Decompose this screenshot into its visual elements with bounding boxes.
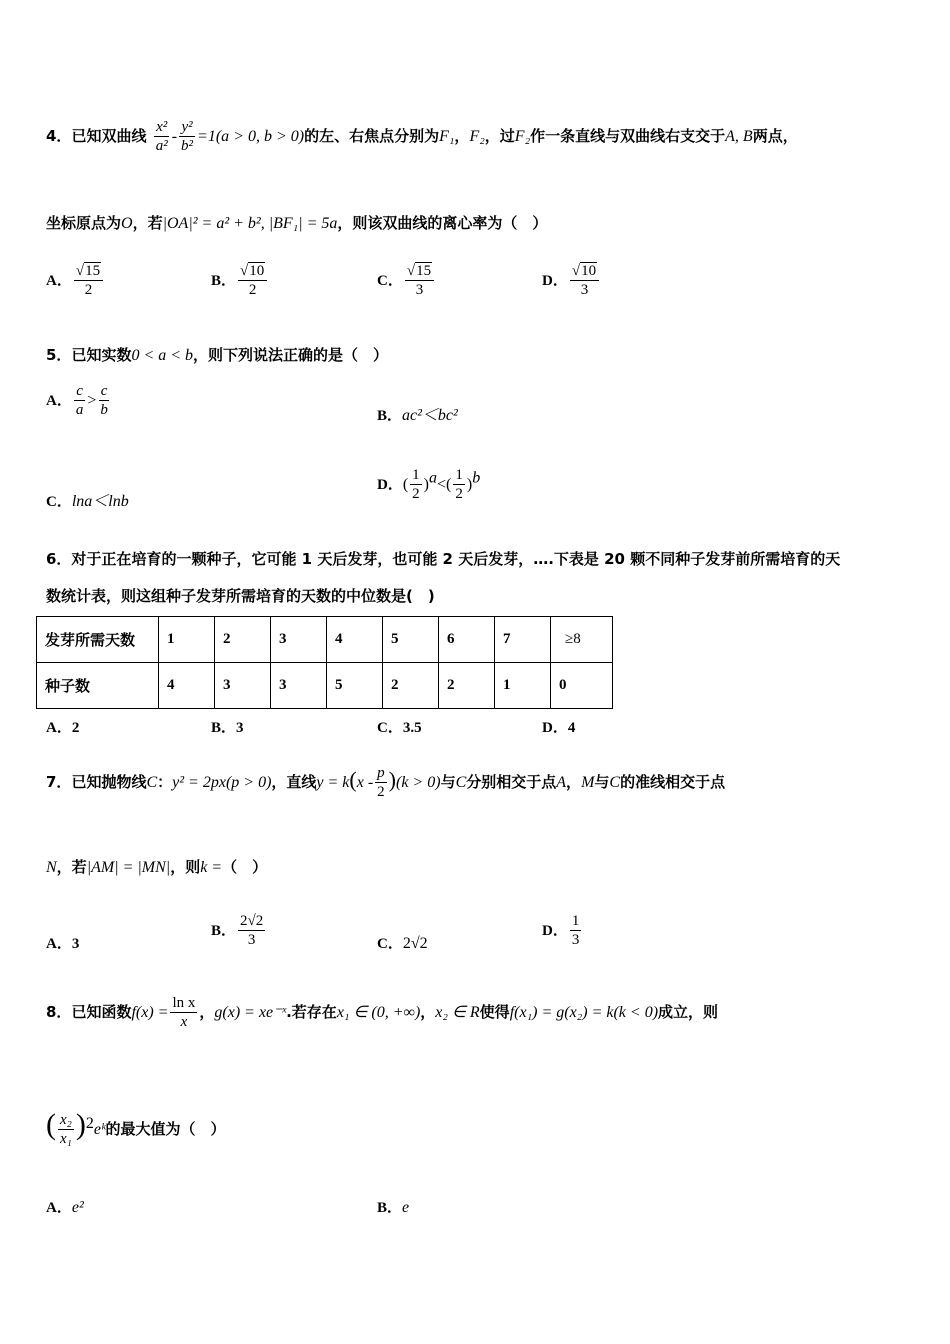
q4-frac-y: $\frac{\text{y²}}{\text{b²}}$	[181, 119, 194, 154]
q4-O: O	[121, 215, 133, 232]
q8-line1: 8．已知函数f(x) = $\frac{\text{ln x}}{x}$ ，g(x) = xe⁻ˣ.若存在x₁ ∈ (0, +∞)，x₂ ∈ R使得f(x₁) = g(x₂) = k(k < 0)成立，则	[46, 995, 719, 1030]
table-cell: 7	[495, 617, 551, 663]
q4-option-c[interactable]: C． $\frac{√15}{3}$	[377, 262, 436, 299]
table-cell: ≥8	[551, 617, 613, 663]
table-row	[37, 663, 613, 709]
q5-option-d[interactable]: D．( $\frac{1}{2}$ )$^a$<( $\frac{1}{2}$ )$^b$	[377, 467, 481, 502]
table-cell: 2	[439, 663, 495, 709]
q7-line1: 7．已知抛物线C：y² = 2px(p > 0)，直线y = k(x - $\frac{p}{2}$ )(k > 0)与C分别相交于点A，M与C的准线相交于点	[46, 765, 726, 800]
q8-equation: f(x₁) = g(x₂) = k(k < 0)	[509, 1004, 659, 1021]
q8-g-def: g(x) = xe⁻ˣ	[214, 1004, 287, 1021]
q4-number: 4．	[46, 127, 72, 145]
q4-line2: 坐标原点为O，若|OA|² = a² + b², |BF₁| = 5a，则该双曲线的离心率为（ ）	[46, 214, 548, 232]
q4-option-a[interactable]: A． $\frac{√15}{2}$	[46, 262, 105, 299]
q7-option-c[interactable]: C．2√2	[377, 935, 428, 952]
q4-AB: A, B	[725, 128, 753, 145]
q4-F2: F₂	[469, 128, 485, 145]
table-cell: 4	[159, 663, 215, 709]
table-cell: 3	[215, 663, 271, 709]
table-cell: 1	[159, 617, 215, 663]
table-header-days: 发芽所需天数	[37, 617, 159, 663]
q4-F1: F₁	[439, 128, 455, 145]
q8-option-b[interactable]: B．e	[377, 1199, 410, 1216]
q7-condition: |AM| = |MN|	[86, 859, 171, 876]
q4-minus: -	[171, 128, 178, 145]
table-cell: 5	[383, 617, 439, 663]
q6-stem-line1: 6．对于正在培育的一颗种子，它可能 1 天后发芽，也可能 2 天后发芽，….下表是 20 颗不同种子发芽前所需培育的天	[46, 550, 841, 568]
q4-lead: 已知双曲线	[71, 127, 147, 145]
q5-option-a[interactable]: A． $\frac{c}{a}$ > $\frac{c}{b}$	[46, 383, 108, 418]
q6-option-c[interactable]: C．3.5	[377, 720, 422, 736]
q6-stem-line2: 数统计表，则这组种子发芽所需培育的天数的中位数是( )	[46, 587, 435, 605]
q8-line2: ( $\frac{\text{x₂}}{\text{x₁}}$ )$^2$eᵏ的最大值为（ ）	[46, 1108, 226, 1147]
table-cell: 3	[271, 663, 327, 709]
table-cell: 3	[271, 617, 327, 663]
q7-option-b[interactable]: B． $\frac{2√2}{3}$	[211, 913, 264, 948]
q7-option-d[interactable]: D． $\frac{1}{3}$	[542, 913, 580, 948]
q4-option-b[interactable]: B． $\frac{√10}{2}$	[211, 262, 269, 299]
q4-eq-rest: =1(a > 0, b > 0)	[197, 128, 305, 145]
q8-option-a[interactable]: A．e²	[46, 1199, 84, 1216]
q6-option-a[interactable]: A．2	[46, 720, 80, 736]
q7-parabola: y² = 2px(p > 0)	[172, 774, 272, 791]
table-cell: 0	[551, 663, 613, 709]
table-cell: 1	[495, 663, 551, 709]
q5-option-b[interactable]: B．ac²＜bc²	[377, 407, 458, 424]
table-cell: 2	[383, 663, 439, 709]
q7-line2: N，若|AM| = |MN|，则k =（ ）	[46, 858, 268, 876]
table-cell: 4	[327, 617, 383, 663]
q4-frac-x: $\frac{\text{x²}}{\text{a²}}$	[155, 119, 168, 154]
q5-stem: 5．已知实数0 < a < b，则下列说法正确的是（ ）	[46, 346, 389, 364]
table-cell: 2	[215, 617, 271, 663]
q5-option-c[interactable]: C．lna＜lnb	[46, 493, 129, 510]
table-cell: 5	[327, 663, 383, 709]
q6-table	[36, 616, 613, 709]
q4-condition: |OA|² = a² + b², |BF₁| = 5a	[162, 215, 338, 232]
q6-option-b[interactable]: B．3	[211, 720, 244, 736]
q7-option-a[interactable]: A．3	[46, 936, 80, 952]
q6-option-d[interactable]: D．4	[542, 720, 576, 736]
q4-line1: 4．已知双曲线 $\frac{\text{x²}}{\text{a²}}$ - $\frac{\text{y²}}{\text{b²}}$ =1(a > 0, b > 0)的左、右焦点分别为F₁，F₂，过F₂作一条直线与双曲线右支交于A, B两点，	[46, 119, 798, 154]
table-cell: 6	[439, 617, 495, 663]
q4-option-d[interactable]: D． $\frac{√10}{3}$	[542, 262, 601, 299]
q5-condition: 0 < a < b	[131, 347, 194, 364]
table-header-seeds: 种子数	[37, 663, 159, 709]
table-row	[37, 617, 613, 663]
